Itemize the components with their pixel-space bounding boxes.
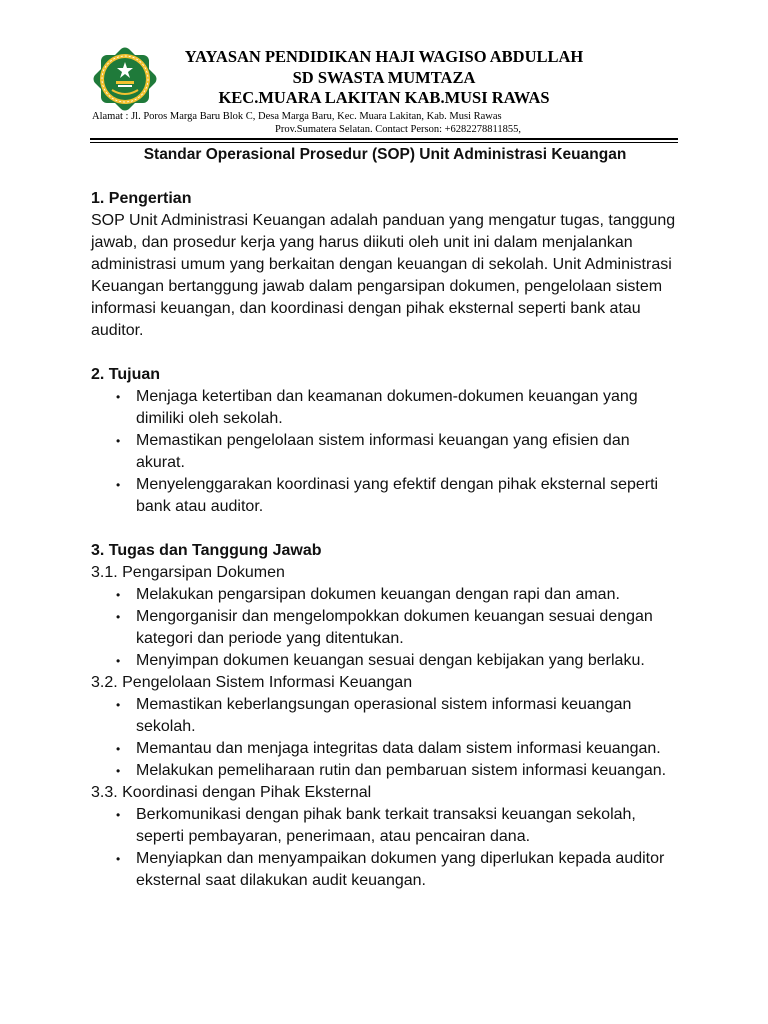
bullet-icon: • bbox=[116, 764, 121, 778]
bullet-icon: • bbox=[116, 478, 121, 492]
section-heading-pengertian: 1. Pengertian bbox=[91, 190, 192, 207]
list-item bbox=[91, 430, 676, 474]
sistem-informasi-list bbox=[91, 694, 691, 782]
foundation-name: YAYASAN PENDIDIKAN HAJI WAGISO ABDULLAH bbox=[184, 47, 584, 66]
document-title: Standar Operasional Prosedur (SOP) Unit Administrasi Keuangan bbox=[143, 146, 627, 163]
subsection-heading-sistem-informasi: 3.2. Pengelolaan Sistem Informasi Keuangan bbox=[91, 674, 413, 691]
bullet-icon: • bbox=[116, 852, 121, 866]
subsection-heading-pengarsipan: 3.1. Pengarsipan Dokumen bbox=[91, 564, 285, 581]
address-line-1: Alamat : Jl. Poros Marga Baru Blok C, Desa Marga Baru, Kec. Muara Lakitan, Kab. Musi Rawas bbox=[92, 111, 502, 122]
bullet-icon: • bbox=[116, 610, 121, 624]
document-body bbox=[91, 144, 691, 892]
school-name: SD SWASTA MUMTAZA bbox=[292, 68, 476, 87]
list-item-text: Mengorganisir dan mengelompokkan dokumen keuangan sesuai dengan kategori dan periode yang ditentukan. bbox=[136, 608, 653, 647]
list-item bbox=[91, 474, 676, 518]
section-heading-tujuan: 2. Tujuan bbox=[91, 366, 161, 383]
address-line-2: Prov.Sumatera Selatan. Contact Person: +6282278811855, bbox=[275, 124, 522, 135]
bullet-icon: • bbox=[116, 390, 121, 404]
section-heading-tugas: 3. Tugas dan Tanggung Jawab bbox=[91, 542, 322, 559]
list-item-text: Memastikan pengelolaan sistem informasi keuangan yang efisien dan akurat. bbox=[136, 432, 630, 471]
list-item bbox=[91, 650, 676, 672]
bullet-icon: • bbox=[116, 588, 121, 602]
list-item bbox=[91, 386, 676, 430]
list-item-text: Menyelenggarakan koordinasi yang efektif dengan pihak eksternal seperti bank atau auditor. bbox=[136, 476, 659, 515]
list-item-text: Memantau dan menjaga integritas data dalam sistem informasi keuangan. bbox=[136, 740, 661, 757]
bullet-icon: • bbox=[116, 742, 121, 756]
bullet-icon: • bbox=[116, 654, 121, 668]
list-item bbox=[91, 804, 676, 848]
koordinasi-list bbox=[91, 804, 691, 892]
pengarsipan-list bbox=[91, 584, 691, 672]
list-item-text: Menyimpan dokumen keuangan sesuai dengan kebijakan yang berlaku. bbox=[136, 652, 645, 669]
list-item bbox=[91, 738, 676, 760]
list-item bbox=[91, 606, 676, 650]
list-item bbox=[91, 584, 676, 606]
list-item bbox=[91, 760, 676, 782]
subsection-heading-koordinasi: 3.3. Koordinasi dengan Pihak Eksternal bbox=[91, 784, 372, 801]
letterhead-divider-thick bbox=[90, 138, 678, 140]
list-item-text: Melakukan pengarsipan dokumen keuangan dengan rapi dan aman. bbox=[136, 586, 620, 603]
list-item bbox=[91, 848, 676, 892]
bullet-icon: • bbox=[116, 808, 121, 822]
letterhead-divider-thin bbox=[90, 142, 678, 143]
district-name: KEC.MUARA LAKITAN KAB.MUSI RAWAS bbox=[218, 88, 550, 107]
bullet-icon: • bbox=[116, 698, 121, 712]
list-item-text: Berkomunikasi dengan pihak bank terkait transaksi keuangan sekolah, seperti pembayaran, penerimaan, atau pencairan dana. bbox=[136, 806, 636, 845]
list-item-text: Menyiapkan dan menyampaikan dokumen yang diperlukan kepada auditor eksternal saat dilakukan audit keuangan. bbox=[136, 850, 665, 889]
list-item-text: Memastikan keberlangsungan operasional sistem informasi keuangan sekolah. bbox=[136, 696, 632, 735]
tujuan-list bbox=[91, 386, 691, 518]
list-item-text: Melakukan pemeliharaan rutin dan pembaruan sistem informasi keuangan. bbox=[136, 762, 667, 779]
section-paragraph-pengertian: SOP Unit Administrasi Keuangan adalah panduan yang mengatur tugas, tanggung jawab, dan prosedur kerja yang harus diikuti oleh unit ini dalam menjalankan administrasi umum yang berkaitan dengan keuangan di sekolah. Unit Administrasi Keuangan bertanggung jawab dalam pengarsipan dokumen, pengelolaan sistem informasi keuangan, dan koordinasi dengan pihak eksternal seperti bank atau auditor. bbox=[91, 212, 676, 339]
list-item-text: Menjaga ketertiban dan keamanan dokumen-dokumen keuangan yang dimiliki oleh sekolah. bbox=[136, 388, 638, 427]
list-item bbox=[91, 694, 676, 738]
bullet-icon: • bbox=[116, 434, 121, 448]
